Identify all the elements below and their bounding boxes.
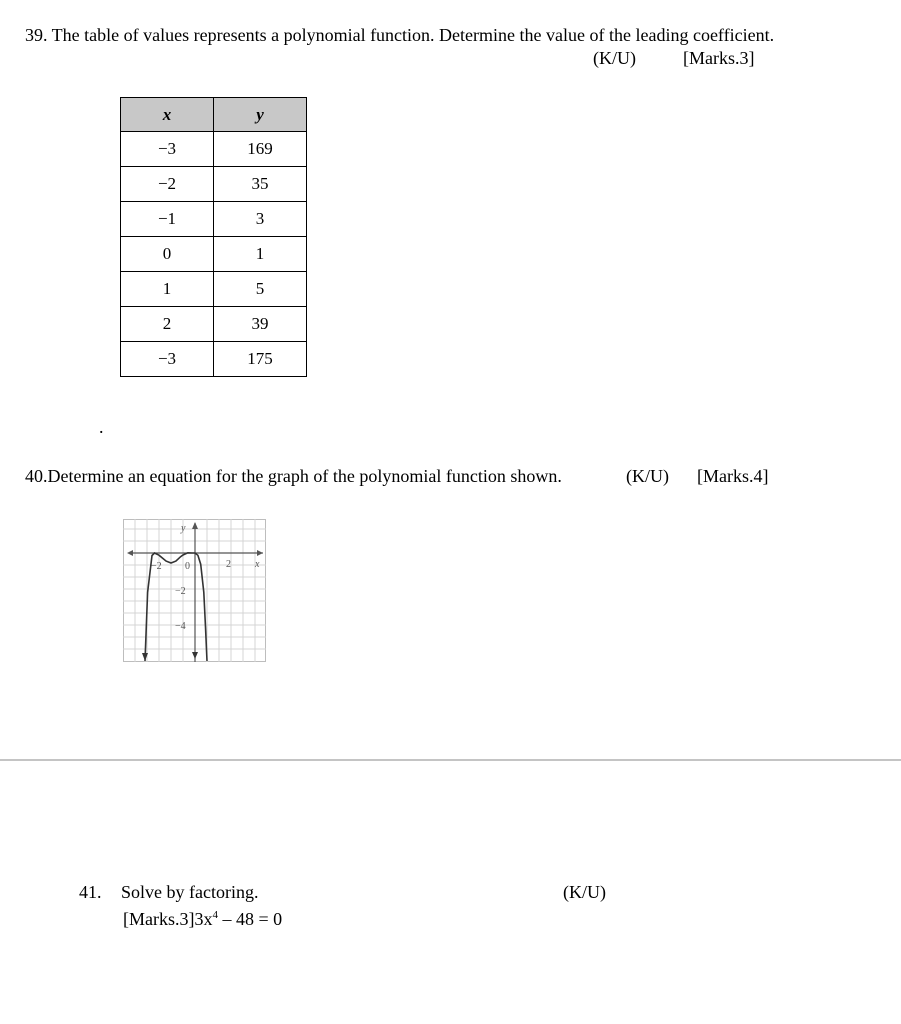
y-tick-neg2: −2 bbox=[175, 586, 186, 597]
table-cell-y: 5 bbox=[214, 272, 307, 307]
page-divider bbox=[0, 759, 901, 761]
q41-number: 41. bbox=[79, 882, 102, 902]
q41-marks-equation bbox=[123, 904, 282, 930]
table-cell-x: 1 bbox=[121, 272, 214, 307]
table-cell-x: −2 bbox=[121, 167, 214, 202]
table-header-y: y bbox=[214, 98, 307, 132]
q39-text: 39. The table of values represents a polynomial function. Determine the value of the leading coefficient. bbox=[25, 25, 775, 45]
x-tick-neg2: −2 bbox=[151, 561, 162, 572]
table-row bbox=[121, 307, 307, 342]
q39-category: (K/U) bbox=[593, 48, 636, 68]
equation-exponent: 4 bbox=[212, 909, 218, 921]
polynomial-graph bbox=[123, 519, 266, 662]
table-row bbox=[121, 272, 307, 307]
q41-text: Solve by factoring. bbox=[121, 882, 259, 902]
table-header-x: x bbox=[121, 98, 214, 132]
origin-label: 0 bbox=[185, 561, 190, 572]
table-cell-y: 1 bbox=[214, 237, 307, 272]
table-cell-x: −3 bbox=[121, 132, 214, 167]
table-cell-y: 169 bbox=[214, 132, 307, 167]
table-cell-x: 2 bbox=[121, 307, 214, 342]
x-tick-2: 2 bbox=[226, 559, 231, 570]
table-cell-y: 35 bbox=[214, 167, 307, 202]
table-cell-y: 3 bbox=[214, 202, 307, 237]
table-cell-x: 0 bbox=[121, 237, 214, 272]
table-row bbox=[121, 202, 307, 237]
equation-prefix: 3x bbox=[194, 909, 213, 929]
table-row bbox=[121, 237, 307, 272]
table-row bbox=[121, 132, 307, 167]
q40-category: (K/U) bbox=[626, 466, 669, 486]
stray-dot: . bbox=[99, 417, 104, 437]
x-axis-label: x bbox=[255, 559, 260, 570]
q41-marks: [Marks.3] bbox=[123, 909, 195, 929]
equation-suffix: – 48 = 0 bbox=[217, 909, 283, 929]
q39-marks: [Marks.3] bbox=[683, 48, 755, 68]
table-row bbox=[121, 167, 307, 202]
table-cell-x: −3 bbox=[121, 342, 214, 377]
q40-marks: [Marks.4] bbox=[697, 466, 769, 486]
q40-text: 40.Determine an equation for the graph of the polynomial function shown. bbox=[25, 466, 562, 486]
values-table bbox=[120, 97, 307, 377]
y-tick-neg4: −4 bbox=[175, 621, 186, 632]
table-header-row bbox=[121, 98, 307, 132]
table-row bbox=[121, 342, 307, 377]
table-cell-x: −1 bbox=[121, 202, 214, 237]
table-cell-y: 175 bbox=[214, 342, 307, 377]
table-cell-y: 39 bbox=[214, 307, 307, 342]
y-axis-label: y bbox=[181, 523, 186, 534]
q41-category: (K/U) bbox=[563, 882, 606, 902]
